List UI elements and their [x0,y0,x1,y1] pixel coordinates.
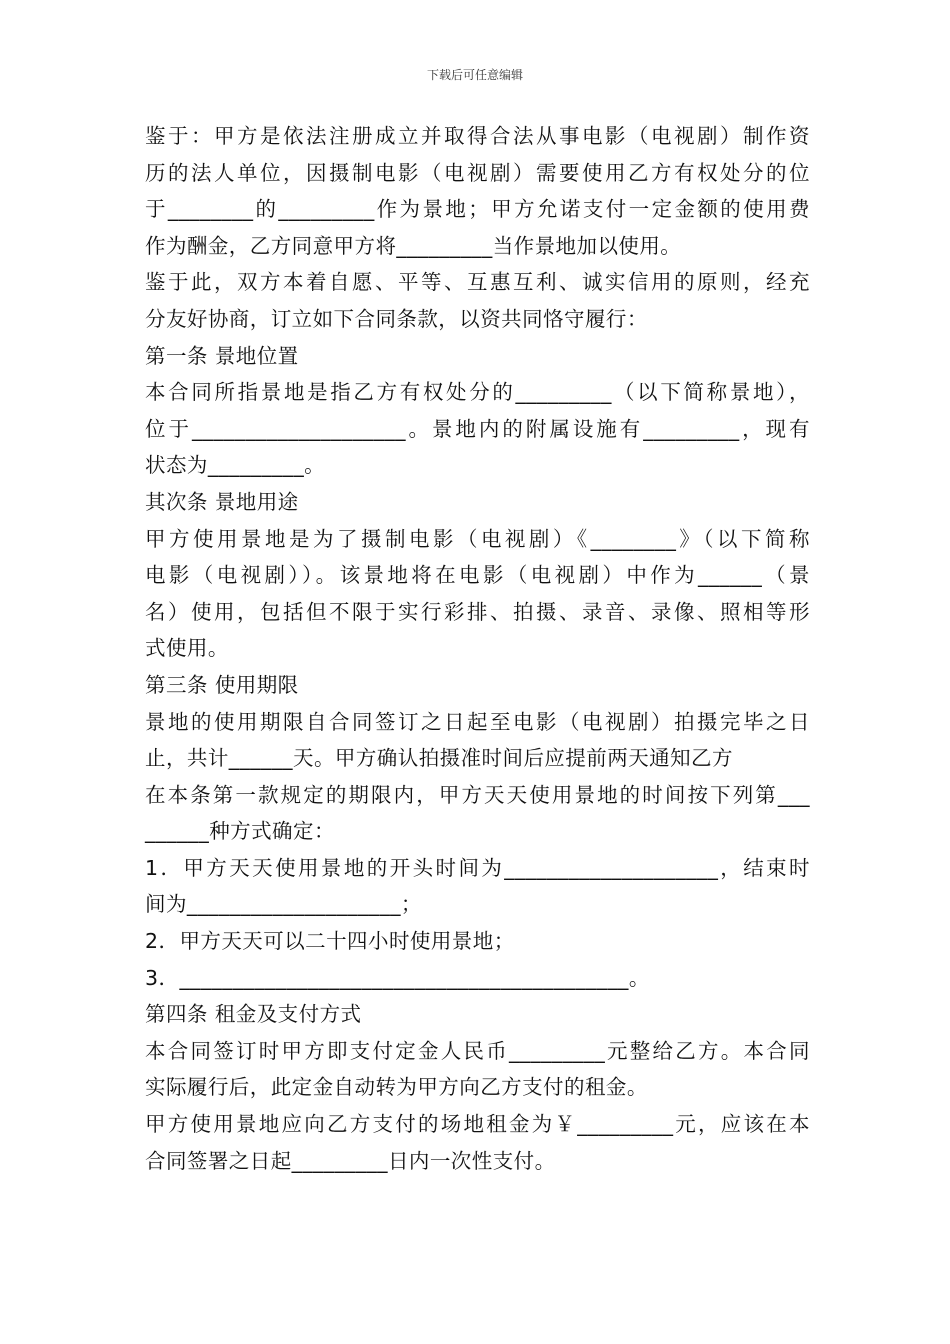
text-line: 历的法人单位，因摄制电影（电视剧）需要使用乙方有权处分的位 [145,160,810,185]
text-line: 式使用。 [145,636,229,661]
page-header-note: 下载后可任意编辑 [426,68,523,82]
text-line: 电影（电视剧））。该景地将在电影（电视剧）中作为______（景 [145,563,810,588]
text-line: 本合同所指景地是指乙方有权处分的_________（以下简称景地）， [145,380,810,405]
text-line: 实际履行后，此定金自动转为甲方向乙方支付的租金。 [145,1075,648,1100]
text-line: 间为____________________； [145,892,422,917]
text-line: 鉴于此，双方本着自愿、平等、互惠互利、诚实信用的原则，经充 [145,270,810,295]
list-item: 2．甲方天天可以二十四小时使用景地； [145,929,515,954]
text-line: 作为酬金，乙方同意甲方将_________当作景地加以使用。 [145,233,682,258]
list-item: 3．__________________________________________。 [145,965,650,990]
text-line: 在本条第一款规定的期限内，甲方天天使用景地的时间按下列第___ [145,782,810,807]
text-line: 分友好协商，订立如下合同条款，以资共同恪守履行： [145,306,648,331]
text-line: 于________的_________作为景地；甲方允诺支付一定金额的使用费 [145,197,810,222]
text-line: 甲方使用景地应向乙方支付的场地租金为￥_________元，应该在本 [145,1112,810,1137]
text-line: 合同签署之日起_________日内一次性支付。 [145,1148,556,1173]
section-heading: 其次条 景地用途 [145,489,299,514]
text-line: 景地的使用期限自合同签订之日起至电影（电视剧）拍摄完毕之日 [145,709,810,734]
text-line: ______种方式确定： [145,819,335,844]
text-line: 本合同签订时甲方即支付定金人民币_________元整给乙方。本合同 [145,1038,810,1063]
text-line: 位于____________________。景地内的附属设施有_________，现有 [145,416,810,441]
section-heading: 第一条 景地位置 [145,343,299,368]
section-heading: 第四条 租金及支付方式 [145,1002,362,1027]
section-heading: 第三条 使用期限 [145,672,299,697]
list-item: 1．甲方天天使用景地的开头时间为____________________，结束时 [145,855,810,880]
text-line: 止，共计______天。甲方确认拍摄准时间后应提前两天通知乙方 [145,746,733,771]
text-line: 甲方使用景地是为了摄制电影（电视剧）《________》（以下简称 [145,526,810,551]
text-line: 名）使用，包括但不限于实行彩排、拍摄、录音、录像、照相等形 [145,599,810,624]
contract-body [145,118,810,1179]
text-line: 鉴于：甲方是依法注册成立并取得合法从事电影（电视剧）制作资 [145,124,810,148]
text-line: 状态为_________。 [145,453,326,478]
